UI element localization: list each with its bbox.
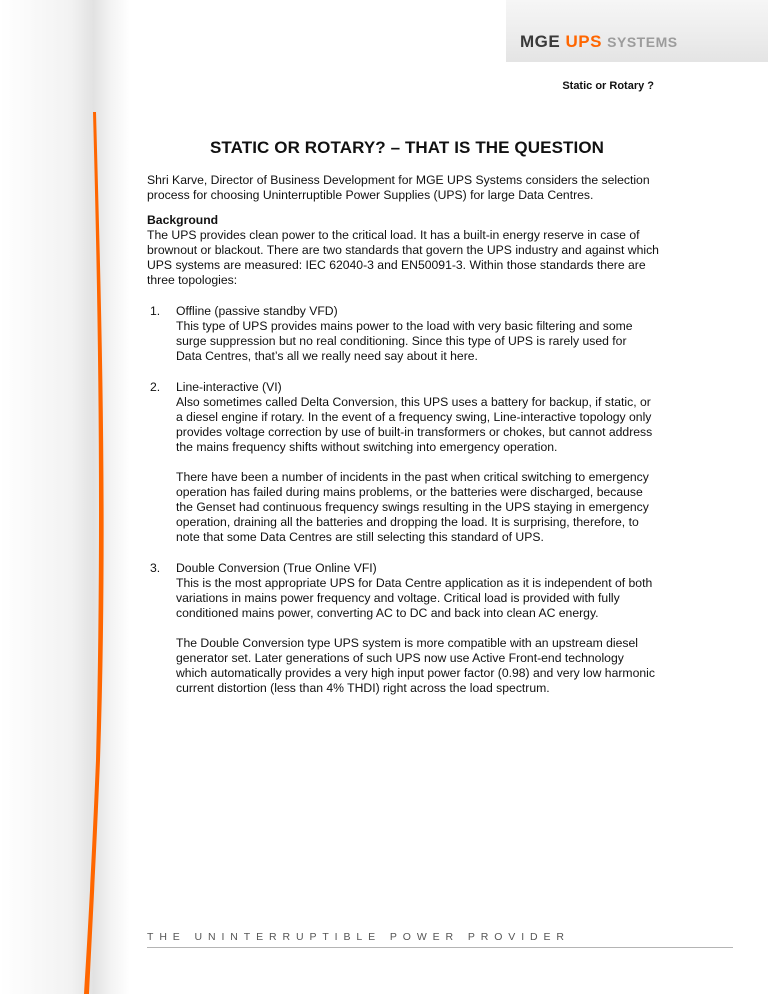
logo-ups: UPS	[565, 32, 602, 51]
topology-title: Line-interactive (VI)	[176, 380, 282, 394]
footer-rule	[147, 947, 733, 948]
footer-tagline: THE UNINTERRUPTIBLE POWER PROVIDER	[147, 931, 570, 943]
topology-paragraph: This type of UPS provides mains power to the load with very basic filtering and some surge suppression but no real conditioning. Since this type of UPS is rarely used for Data Centres, that’s all we really need say about it here.	[176, 319, 633, 363]
list-item	[147, 561, 667, 696]
list-number: 2.	[150, 380, 161, 394]
list-item	[147, 380, 667, 545]
background-heading: Background	[147, 213, 219, 227]
article-title: STATIC OR ROTARY? – THAT IS THE QUESTION	[209, 138, 605, 157]
topology-paragraph: Also sometimes called Delta Conversion, this UPS uses a battery for backup, if static, or a diesel engine if rotary. In the event of a frequency swing, Line-interactive topology only provides voltage correction by use of built-in transformers or chokes, but cannot address the mains frequency shifts without switching into emergency operation.	[176, 395, 653, 454]
topology-paragraph: The Double Conversion type UPS system is more compatible with an upstream diesel generator set. Later generations of such UPS now use Active Front-end technology which automatically provides a very high input power factor (0.98) and very low harmonic current distortion (less than 4% THDI) right across the load spectrum.	[176, 636, 655, 695]
background-paragraph: The UPS provides clean power to the critical load. It has a built-in energy reserve in case of brownout or blackout. There are two standards that govern the UPS industry and against which UPS systems are measured: IEC 62040-3 and EN50091-3. Within those standards there are three topologies:	[147, 228, 659, 287]
topology-title: Offline (passive standby VFD)	[176, 304, 338, 318]
topology-paragraph: There have been a number of incidents in the past when critical switching to emergency operation has failed during mains problems, or the batteries were discharged, because the Genset had continuous frequency swings resulting in the UPS staying in emergency operation, draining all the batteries and dropping the load. It is surprising, therefore, to note that some Data Centres are still selecting this standard of UPS.	[176, 470, 649, 544]
logo-mge: MGE	[520, 32, 561, 51]
company-logo	[520, 32, 678, 52]
list-item	[147, 304, 667, 364]
list-number: 3.	[150, 561, 161, 575]
orange-swoosh-decoration	[0, 0, 140, 994]
logo-systems: SYSTEMS	[607, 34, 678, 50]
list-number: 1.	[150, 304, 161, 318]
running-header: Static or Rotary ?	[562, 80, 654, 92]
topology-list	[147, 304, 667, 696]
article-body	[147, 140, 667, 712]
topology-title: Double Conversion (True Online VFI)	[176, 561, 377, 575]
intro-paragraph: Shri Karve, Director of Business Development for MGE UPS Systems considers the selection process for choosing Uninterruptible Power Supplies (UPS) for large Data Centres.	[147, 173, 650, 202]
topology-paragraph: This is the most appropriate UPS for Data Centre application as it is independent of both variations in mains power frequency and voltage. Critical load is provided with fully conditioned mains power, converting AC to DC and back into clean AC energy.	[176, 576, 653, 620]
logo-panel	[506, 0, 768, 62]
